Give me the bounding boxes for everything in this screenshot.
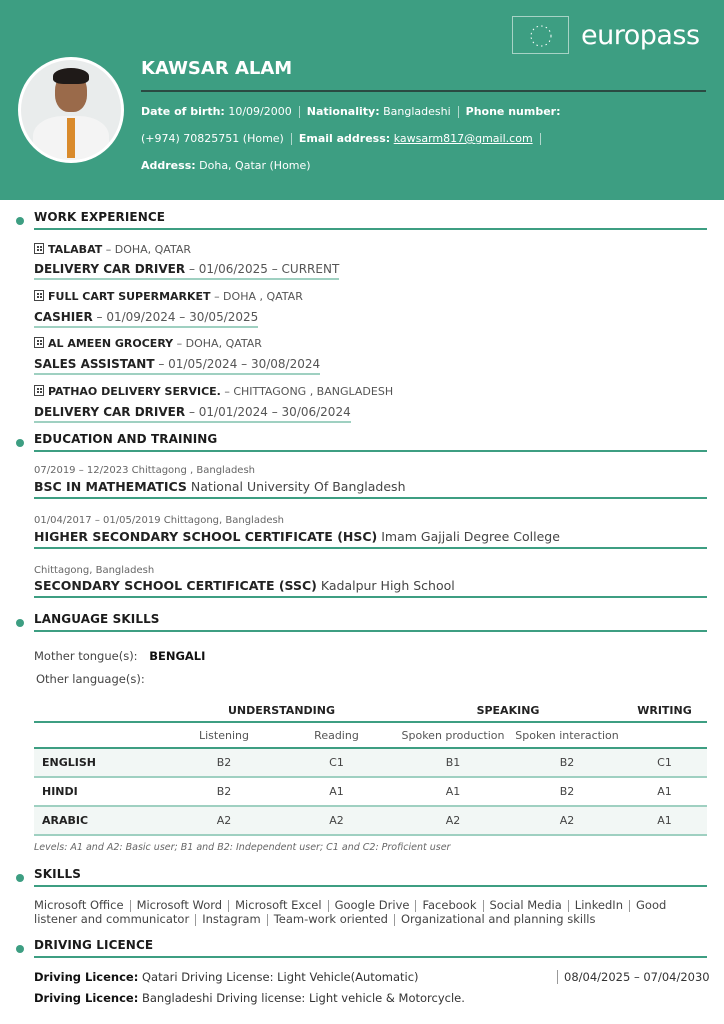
education-divider	[34, 497, 707, 499]
education-meta: 07/2019 – 12/2023 Chittagong , Bangladesh	[34, 465, 256, 476]
language-row: HINDI B2 A1 A1 B2 A1	[34, 777, 707, 806]
skills-list: Microsoft Office Microsoft Word Microsoft Excel Google Drive Facebook Social Media LinkedIn Good listener and communicator Instagram Team-work oriented Organizational and planning skills	[34, 898, 667, 926]
subheader-listening: Listening	[199, 728, 249, 742]
eu-stars-icon	[512, 16, 569, 54]
job-title: DELIVERY CAR DRIVER – 01/06/2025 – CURRENT	[34, 262, 339, 276]
section-divider	[34, 885, 707, 887]
header-speaking: SPEAKING	[476, 704, 540, 717]
job-title: CASHIER – 01/09/2024 – 30/05/2025	[34, 310, 258, 324]
mother-tongue: Mother tongue(s): BENGALI	[34, 649, 206, 663]
language-table	[34, 700, 707, 836]
skills-section-title: SKILLS	[34, 867, 81, 881]
job-title: DELIVERY CAR DRIVER – 01/01/2024 – 30/06/2024	[34, 405, 351, 419]
address-label: Address:	[141, 159, 196, 172]
driving-licence-entry: Driving Licence: Bangladeshi Driving license: Light vehicle & Motorcycle.	[34, 991, 465, 1005]
subheader-spoken-interaction: Spoken interaction	[515, 728, 619, 742]
building-icon	[34, 290, 44, 301]
subheader-reading: Reading	[314, 728, 359, 742]
building-icon	[34, 337, 44, 348]
education-title: HIGHER SECONDARY SCHOOL CERTIFICATE (HSC) Imam Gajjali Degree College	[34, 529, 560, 544]
levels-note: Levels: A1 and A2: Basic user; B1 and B2: Independent user; C1 and C2: Proficient user	[34, 842, 451, 853]
section-divider	[34, 630, 707, 632]
education-title: BSC IN MATHEMATICS National University Of Bangladesh	[34, 479, 406, 494]
driving-licence-dates: 08/04/2025 – 07/04/2030	[557, 970, 710, 984]
phone-value: (+974) 70825751 (Home)	[141, 132, 284, 145]
section-bullet	[16, 874, 24, 882]
section-bullet	[16, 439, 24, 447]
profile-header	[0, 0, 724, 200]
email-link[interactable]: kawsarm817@gmail.com	[393, 132, 533, 145]
education-meta: Chittagong, Bangladesh	[34, 565, 155, 576]
section-bullet	[16, 217, 24, 225]
dob-label: Date of birth:	[141, 105, 225, 118]
education-title: SECONDARY SCHOOL CERTIFICATE (SSC) Kadalpur High School	[34, 578, 455, 593]
section-divider	[34, 956, 707, 958]
job-employer: PATHAO DELIVERY SERVICE. – CHITTAGONG , BANGLADESH	[34, 385, 393, 398]
personal-info-line-3	[141, 159, 311, 172]
phone-label: Phone number:	[465, 105, 561, 118]
education-section-title: EDUCATION AND TRAINING	[34, 432, 218, 446]
education-divider	[34, 596, 707, 598]
europass-logo	[512, 16, 700, 54]
personal-info-line-1	[141, 105, 561, 118]
nationality-value: Bangladeshi	[383, 105, 451, 118]
language-section-title: LANGUAGE SKILLS	[34, 612, 160, 626]
driving-section-title: DRIVING LICENCE	[34, 938, 154, 952]
subheader-spoken-production: Spoken production	[401, 728, 505, 742]
other-languages-label: Other language(s):	[36, 672, 145, 686]
language-row: ENGLISH B2 C1 B1 B2 C1	[34, 748, 707, 777]
job-employer: FULL CART SUPERMARKET – DOHA , QATAR	[34, 290, 303, 303]
building-icon	[34, 385, 44, 396]
header-writing: WRITING	[637, 704, 692, 717]
nationality-label: Nationality:	[306, 105, 380, 118]
education-divider	[34, 547, 707, 549]
address-value: Doha, Qatar (Home)	[199, 159, 311, 172]
work-section-title: WORK EXPERIENCE	[34, 210, 166, 224]
personal-info-line-2	[141, 132, 548, 145]
section-bullet	[16, 945, 24, 953]
education-meta: 01/04/2017 – 01/05/2019 Chittagong, Bangladesh	[34, 515, 285, 526]
header-understanding: UNDERSTANDING	[227, 704, 335, 717]
building-icon	[34, 243, 44, 254]
profile-photo	[18, 57, 124, 163]
language-row: ARABIC A2 A2 A2 A2 A1	[34, 806, 707, 835]
email-label: Email address:	[298, 132, 391, 145]
driving-licence-entry: Driving Licence: Qatari Driving License: Light Vehicle(Automatic)	[34, 970, 419, 984]
full-name: KAWSAR ALAM	[141, 58, 293, 79]
section-divider	[34, 228, 707, 230]
job-employer: AL AMEEN GROCERY – DOHA, QATAR	[34, 337, 262, 350]
europass-wordmark: europass	[581, 19, 700, 51]
dob-value: 10/09/2000	[228, 105, 292, 118]
header-divider	[141, 90, 706, 92]
section-divider	[34, 450, 707, 452]
section-bullet	[16, 619, 24, 627]
job-employer: TALABAT – DOHA, QATAR	[34, 243, 191, 256]
job-title: SALES ASSISTANT – 01/05/2024 – 30/08/2024	[34, 357, 320, 371]
